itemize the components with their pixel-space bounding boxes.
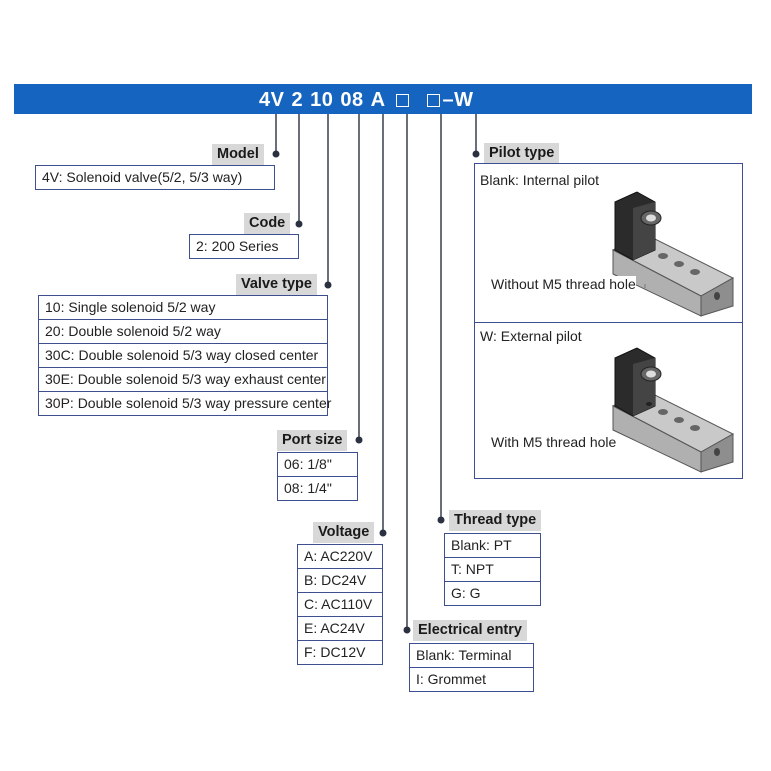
thread-type-option: T: NPT [445, 558, 540, 582]
thread-type-label: Thread type [449, 510, 541, 531]
code-part-port-size: 08 [340, 88, 364, 111]
valve-type-option: 20: Double solenoid 5/2 way [39, 320, 327, 344]
voltage-options [297, 544, 383, 665]
valve-type-option: 30P: Double solenoid 5/3 way pressure center [45, 395, 332, 411]
code-part-voltage: A [370, 88, 386, 111]
thread-type-option: Blank: PT [445, 534, 540, 558]
code-part-pilot: –W [442, 88, 474, 111]
port-size-label: Port size [277, 430, 347, 451]
port-size-option: 06: 1/8" [278, 453, 357, 477]
internal-pilot-title: Blank: Internal pilot [480, 172, 600, 188]
code-part-series: 2 [291, 88, 304, 111]
valve-type-option: 10: Single solenoid 5/2 way [39, 296, 327, 320]
dot-thread [438, 517, 445, 524]
code-part-valve-type: 10 [310, 88, 334, 111]
valve-external-pilot-image [605, 344, 737, 474]
dot-model [273, 151, 280, 158]
voltage-option: B: DC24V [298, 569, 382, 593]
pilot-type-label: Pilot type [484, 143, 559, 164]
port-size-options [277, 452, 358, 501]
model-options [35, 165, 275, 190]
electrical-entry-option: Blank: Terminal [410, 644, 533, 668]
dot-voltage [380, 530, 387, 537]
dot-pilot [473, 151, 480, 158]
pilot-divider [475, 322, 742, 323]
thread-type-options [444, 533, 541, 606]
valve-type-options [38, 295, 332, 416]
code-part-model: 4V [259, 88, 285, 111]
pilot-type-panel [474, 163, 743, 479]
voltage-label: Voltage [313, 522, 374, 543]
external-pilot-title: W: External pilot [480, 328, 582, 344]
valve-type-option: 30E: Double solenoid 5/3 way exhaust center [39, 368, 327, 392]
port-size-option: 08: 1/4" [284, 480, 332, 496]
dot-electrical [404, 627, 411, 634]
external-pilot-note: With M5 thread hole [491, 434, 617, 450]
valve-internal-pilot-image [605, 188, 737, 318]
internal-pilot-note: Without M5 thread hole [491, 276, 636, 292]
dot-valve-type [325, 282, 332, 289]
voltage-option: F: DC12V [304, 644, 366, 660]
model-option: 4V: Solenoid valve(5/2, 5/3 way) [42, 169, 243, 185]
voltage-option: C: AC110V [298, 593, 382, 617]
electrical-entry-option: I: Grommet [416, 671, 487, 687]
valve-type-option: 30C: Double solenoid 5/3 way closed center [39, 344, 327, 368]
voltage-option: E: AC24V [298, 617, 382, 641]
valve-type-label: Valve type [236, 274, 317, 295]
dot-port-size [356, 437, 363, 444]
code-option: 2: 200 Series [196, 238, 279, 254]
code-options [189, 234, 299, 259]
dot-code [296, 221, 303, 228]
electrical-entry-label: Electrical entry [413, 620, 527, 641]
code-label: Code [244, 213, 290, 234]
thread-type-option: G: G [451, 585, 481, 601]
electrical-entry-options [409, 643, 534, 692]
model-label: Model [212, 144, 264, 165]
voltage-option: A: AC220V [298, 545, 382, 569]
